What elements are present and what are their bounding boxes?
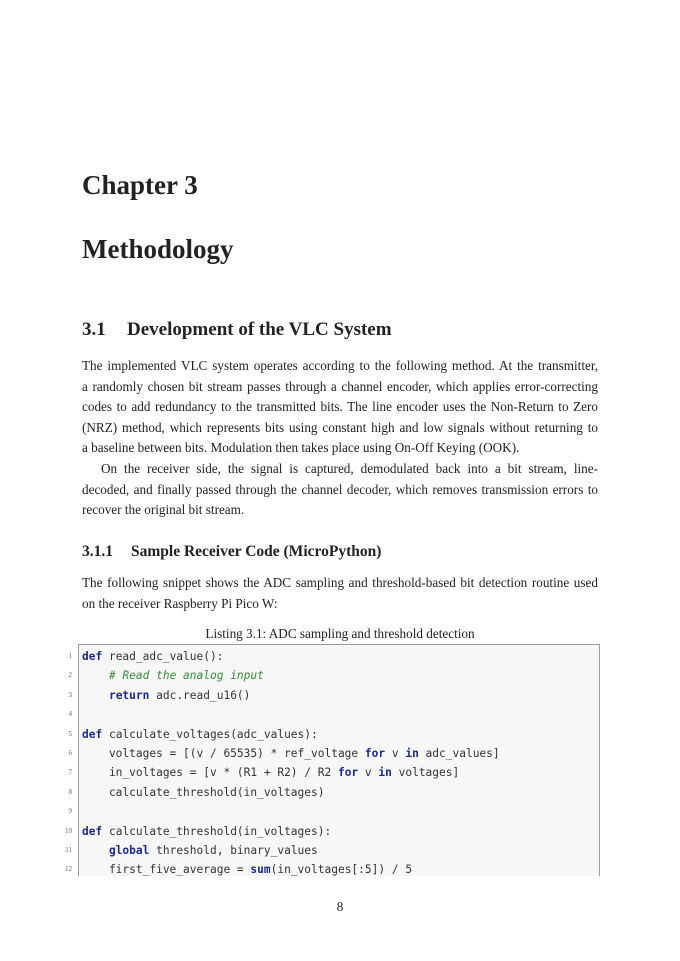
code-text: return adc.read_u16() — [108, 688, 251, 702]
code-line — [0, 802, 680, 821]
line-number: 1 — [68, 652, 72, 660]
section-number: 3.1 — [82, 319, 106, 340]
line-number: 8 — [68, 787, 72, 796]
code-line — [0, 647, 680, 666]
section-title: Development of the VLC System — [127, 319, 392, 340]
paragraph-line: codes to add redundancy to the transmitted bits. The line encoder uses the Non-Return to Zero — [82, 399, 598, 415]
listing-caption: Listing 3.1: ADC sampling and threshold detection — [205, 626, 475, 641]
code-line — [0, 860, 680, 879]
code-text: calculate_threshold(in_voltages) — [82, 785, 325, 799]
paragraph-line: The implemented VLC system operates according to the following method. At the transmitter, — [82, 358, 598, 373]
code-listing — [0, 647, 680, 880]
paragraph-1 — [82, 356, 598, 459]
code-line — [0, 783, 680, 802]
code-text: def read_adc_value(): — [82, 650, 224, 663]
paragraph-line: The following snippet shows the ADC sampling and threshold-based bit detection routine used — [82, 575, 598, 590]
paragraph-line: (NRZ) method, which represents bits using constant high and low signals without returning to — [82, 419, 598, 435]
line-number: 3 — [68, 690, 72, 699]
code-text: first_five_average = sum(in_voltages[:5]) / 5 — [82, 863, 413, 877]
line-number: 2 — [68, 671, 72, 680]
code-line — [0, 705, 680, 724]
code-line — [0, 744, 680, 763]
line-number: 10 — [65, 826, 72, 835]
code-line — [0, 666, 680, 685]
chapter-label: Chapter 3 — [82, 170, 198, 200]
subsection-title: Sample Receiver Code (MicroPython) — [131, 543, 382, 560]
code-text: def calculate_voltages(adc_values): — [82, 727, 318, 741]
paragraph-line: a baseline between bits. Modulation then takes place using On-Off Keying (OOK). — [82, 440, 520, 456]
code-text: def calculate_threshold(in_voltages): — [82, 824, 332, 838]
code-text: global threshold, binary_values — [108, 843, 318, 857]
code-line — [0, 822, 680, 841]
subsection-number: 3.1.1 — [82, 543, 113, 560]
paragraph-line: decoded, and finally passed through the channel decoder, which removes transmission errors to — [82, 481, 598, 497]
paragraph-2 — [82, 459, 598, 521]
line-number: 9 — [68, 807, 72, 816]
page-number: 8 — [336, 899, 344, 914]
code-text: # Read the analog input — [108, 669, 264, 683]
code-line — [0, 841, 680, 860]
paragraph-line: on the receiver Raspberry Pi Pico W: — [82, 595, 278, 611]
line-number: 4 — [68, 710, 72, 719]
line-number: 11 — [65, 845, 72, 854]
code-line — [0, 725, 680, 744]
line-number: 6 — [68, 748, 72, 757]
code-line — [0, 686, 680, 705]
code-line — [0, 763, 680, 782]
paragraph-line: On the receiver side, the signal is captured, demodulated back into a bit stream, line- — [101, 461, 598, 476]
line-number: 7 — [68, 768, 72, 777]
code-text: in_voltages = [v * (R1 + R2) / R2 for v in voltages] — [82, 766, 460, 780]
paragraph-3 — [82, 573, 598, 614]
code-text: voltages = [(v / 65535) * ref_voltage for v in adc_values] — [82, 746, 500, 760]
line-number: 12 — [65, 865, 72, 874]
chapter-title: Methodology — [82, 234, 234, 264]
subsection-heading — [82, 541, 381, 563]
paragraph-line: recover the original bit stream. — [82, 502, 245, 518]
section-heading — [82, 317, 392, 343]
line-number: 5 — [68, 729, 72, 738]
paragraph-line: a randomly chosen bit stream passes through a channel encoder, which applies error-correcting — [82, 378, 598, 394]
